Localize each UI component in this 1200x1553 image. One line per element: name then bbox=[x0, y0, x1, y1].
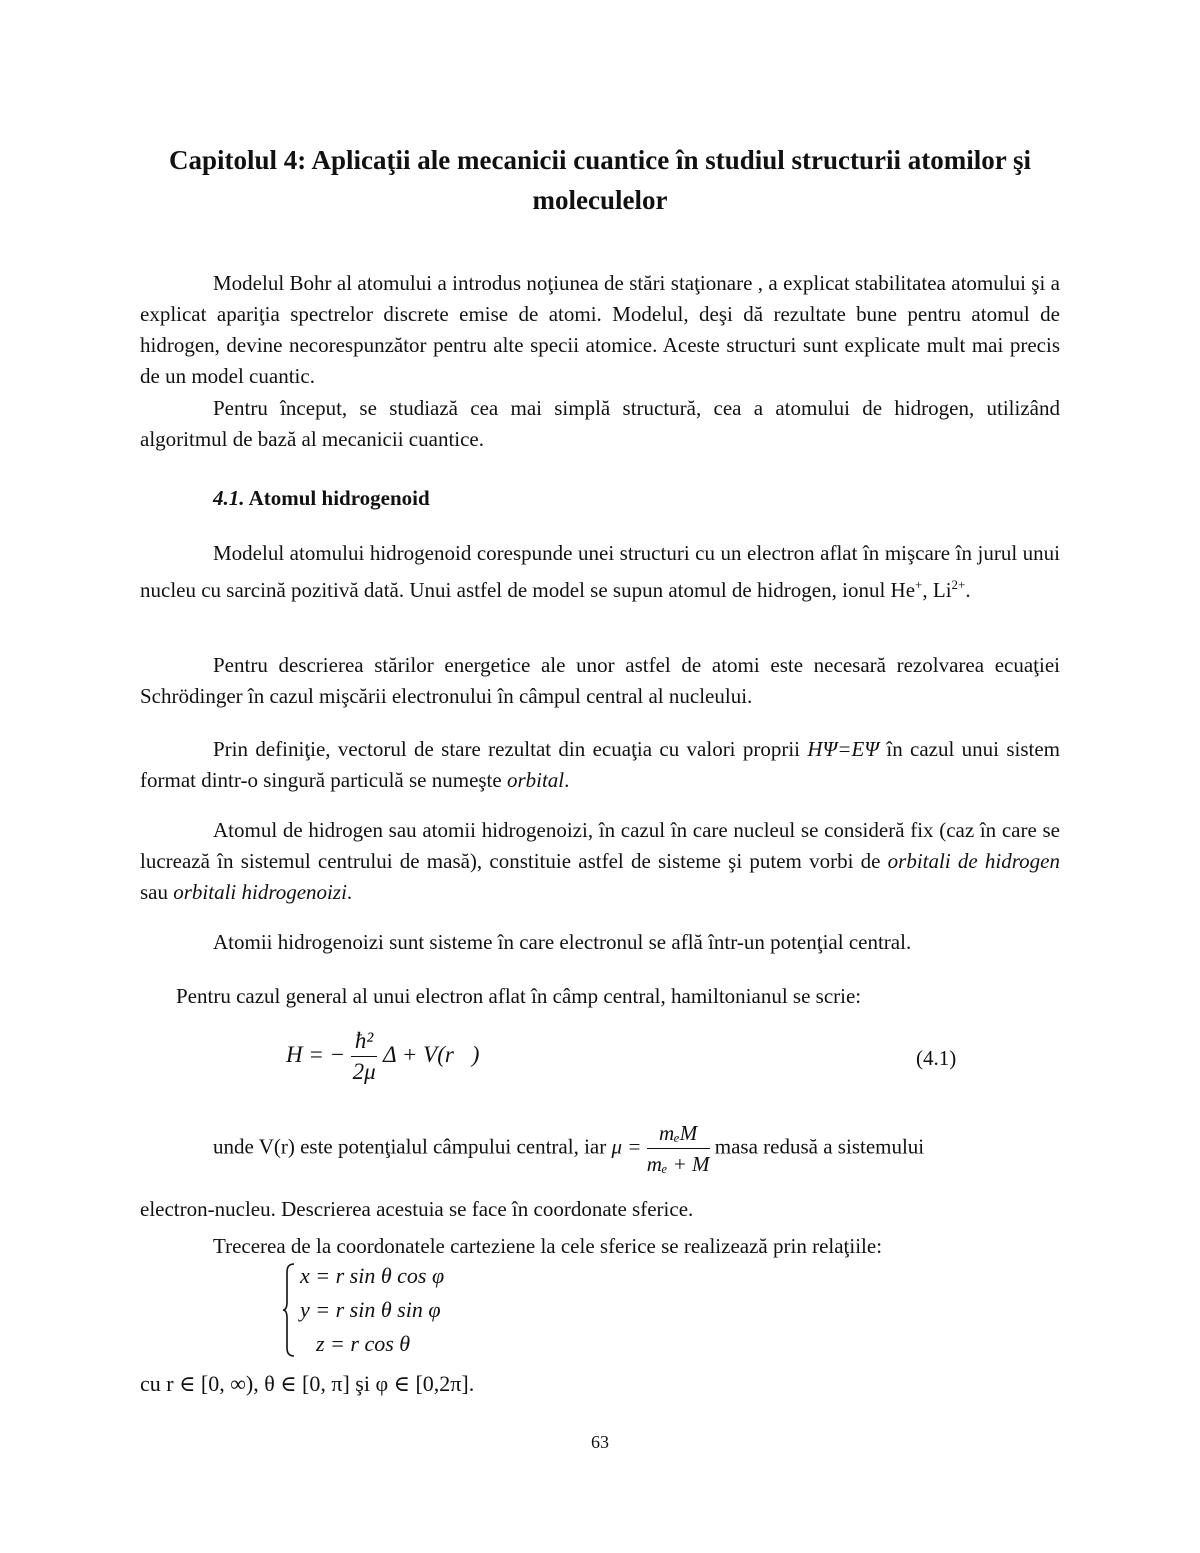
term-hydrogenoid-orbitals: orbitali hidrogenoizi bbox=[173, 880, 347, 904]
p5-text-a: Prin definiţie, vectorul de stare rezultat din ecuaţia cu valori proprii bbox=[213, 737, 808, 761]
system-eq-y: y = r sin θ sin φ bbox=[300, 1297, 441, 1322]
eq1-lhs: H = − bbox=[286, 1041, 346, 1067]
paragraph-central-potential: Atomii hidrogenoizi sunt sisteme în care electronul se află într-un potenţial central. bbox=[213, 930, 912, 954]
mu-symbol: μ = bbox=[611, 1134, 642, 1159]
eq1-fraction bbox=[351, 1026, 377, 1087]
p6-text-a: Atomul de hidrogen sau atomii hidrogenoizi, în cazul în care nucleul se consideră fix (caz în care se lucrează în sistemul centrului de masă), constituie astfel de sisteme şi putem vorbi de bbox=[140, 818, 1060, 873]
paragraph-bohr-model: Modelul Bohr al atomului a introdus noţiunea de stări staţionare , a explicat stabilitatea atomului şi a explicat apariţia spectrelor discrete emise de atomi. Modelul, deşi dă rezultate bune pentru atomul de hidrogen, devine necorespunzător pentru alte specii atomice. Aceste structuri sunt explicate mult mai precis de un model cuantic. bbox=[140, 271, 1060, 388]
paragraph-transformation: Trecerea de la coordonatele carteziene la cele sferice se realizează prin relaţiile: bbox=[213, 1234, 883, 1258]
equation-label: (4.1) bbox=[916, 1046, 957, 1070]
paragraph-intro-hydrogen: Pentru început, se studiază cea mai simplă structură, cea a atomului de hidrogen, utilizând algoritmul de bază al mecanicii cuantice. bbox=[140, 396, 1060, 451]
eq1-denominator: 2μ bbox=[352, 1059, 376, 1084]
paragraph-hydrogen-orbitals bbox=[140, 815, 1060, 908]
rm-denominator: mₑ + M bbox=[646, 1152, 710, 1176]
p5-end: . bbox=[564, 768, 570, 792]
section-number: 4.1. bbox=[213, 486, 245, 510]
p3-text: Modelul atomului hidrogenoid corespunde unei structuri cu un electron aflat în mişcare în jurul unui nucleu cu sarcină pozitivă dată. Unui astfel de model se supun atomul de hidrogen, ionul He bbox=[140, 541, 1060, 602]
eq1-rhs: Δ + V(r⃗) bbox=[383, 1041, 480, 1067]
p6-text-b: sau bbox=[140, 880, 174, 904]
system-eq-x: x = r sin θ cos φ bbox=[300, 1263, 445, 1288]
paragraph-orbital-definition bbox=[140, 734, 1060, 796]
equation-hamiltonian bbox=[286, 1026, 479, 1087]
system-eq-z: z = r cos θ bbox=[316, 1331, 411, 1356]
he-charge: + bbox=[915, 577, 923, 592]
p9-text-a: unde V(r) este potenţialul câmpului central, iar bbox=[213, 1134, 607, 1159]
term-hydrogen-orbitals: orbitali de hidrogen bbox=[887, 849, 1060, 873]
eq1-numerator: ħ² bbox=[351, 1026, 377, 1057]
chapter-title-line2: moleculelor bbox=[532, 185, 668, 215]
paragraph-spherical-coords: electron-nucleu. Descrierea acestuia se face în coordonate sferice. bbox=[140, 1197, 694, 1221]
eigen-equation: HΨ=EΨ bbox=[807, 737, 880, 761]
section-heading bbox=[213, 486, 430, 511]
section-title: Atomul hidrogenoid bbox=[248, 486, 430, 510]
p9-text-b: masa redusă a sistemului bbox=[714, 1134, 925, 1159]
p3-mid: , Li bbox=[922, 578, 952, 602]
system-brace bbox=[282, 1262, 296, 1358]
paragraph-reduced-mass bbox=[213, 1118, 1060, 1179]
chapter-title bbox=[140, 140, 1060, 220]
p5-text-b: în cazul unui sistem format dintr-o singură particulă se numeşte bbox=[140, 737, 1061, 792]
li-charge: 2+ bbox=[951, 577, 966, 592]
p6-end: . bbox=[346, 880, 353, 904]
paragraph-hydrogenoid-model bbox=[140, 538, 1060, 606]
paragraph-hamiltonian-intro: Pentru cazul general al unui electron aflat în câmp central, hamiltonianul se scrie: bbox=[176, 984, 862, 1008]
paragraph-coordinate-ranges: cu r ∈ [0, ∞), θ ∈ [0, π] şi φ ∈ [0,2π]. bbox=[140, 1371, 475, 1396]
p3-end: . bbox=[965, 578, 971, 602]
rm-numerator: mₑM bbox=[647, 1118, 710, 1149]
page-number: 63 bbox=[591, 1432, 609, 1452]
reduced-mass-fraction bbox=[647, 1118, 710, 1179]
paragraph-energy-states: Pentru descrierea stărilor energetice ale unor astfel de atomi este necesară rezolvarea ecuaţiei Schrödinger în cazul mişcării electronului în câmpul central al nucleului. bbox=[140, 653, 1060, 708]
term-orbital: orbital bbox=[506, 768, 565, 792]
chapter-title-line1: Capitolul 4: Aplicaţii ale mecanicii cuantice în studiul structurii atomilor şi bbox=[169, 145, 1031, 175]
